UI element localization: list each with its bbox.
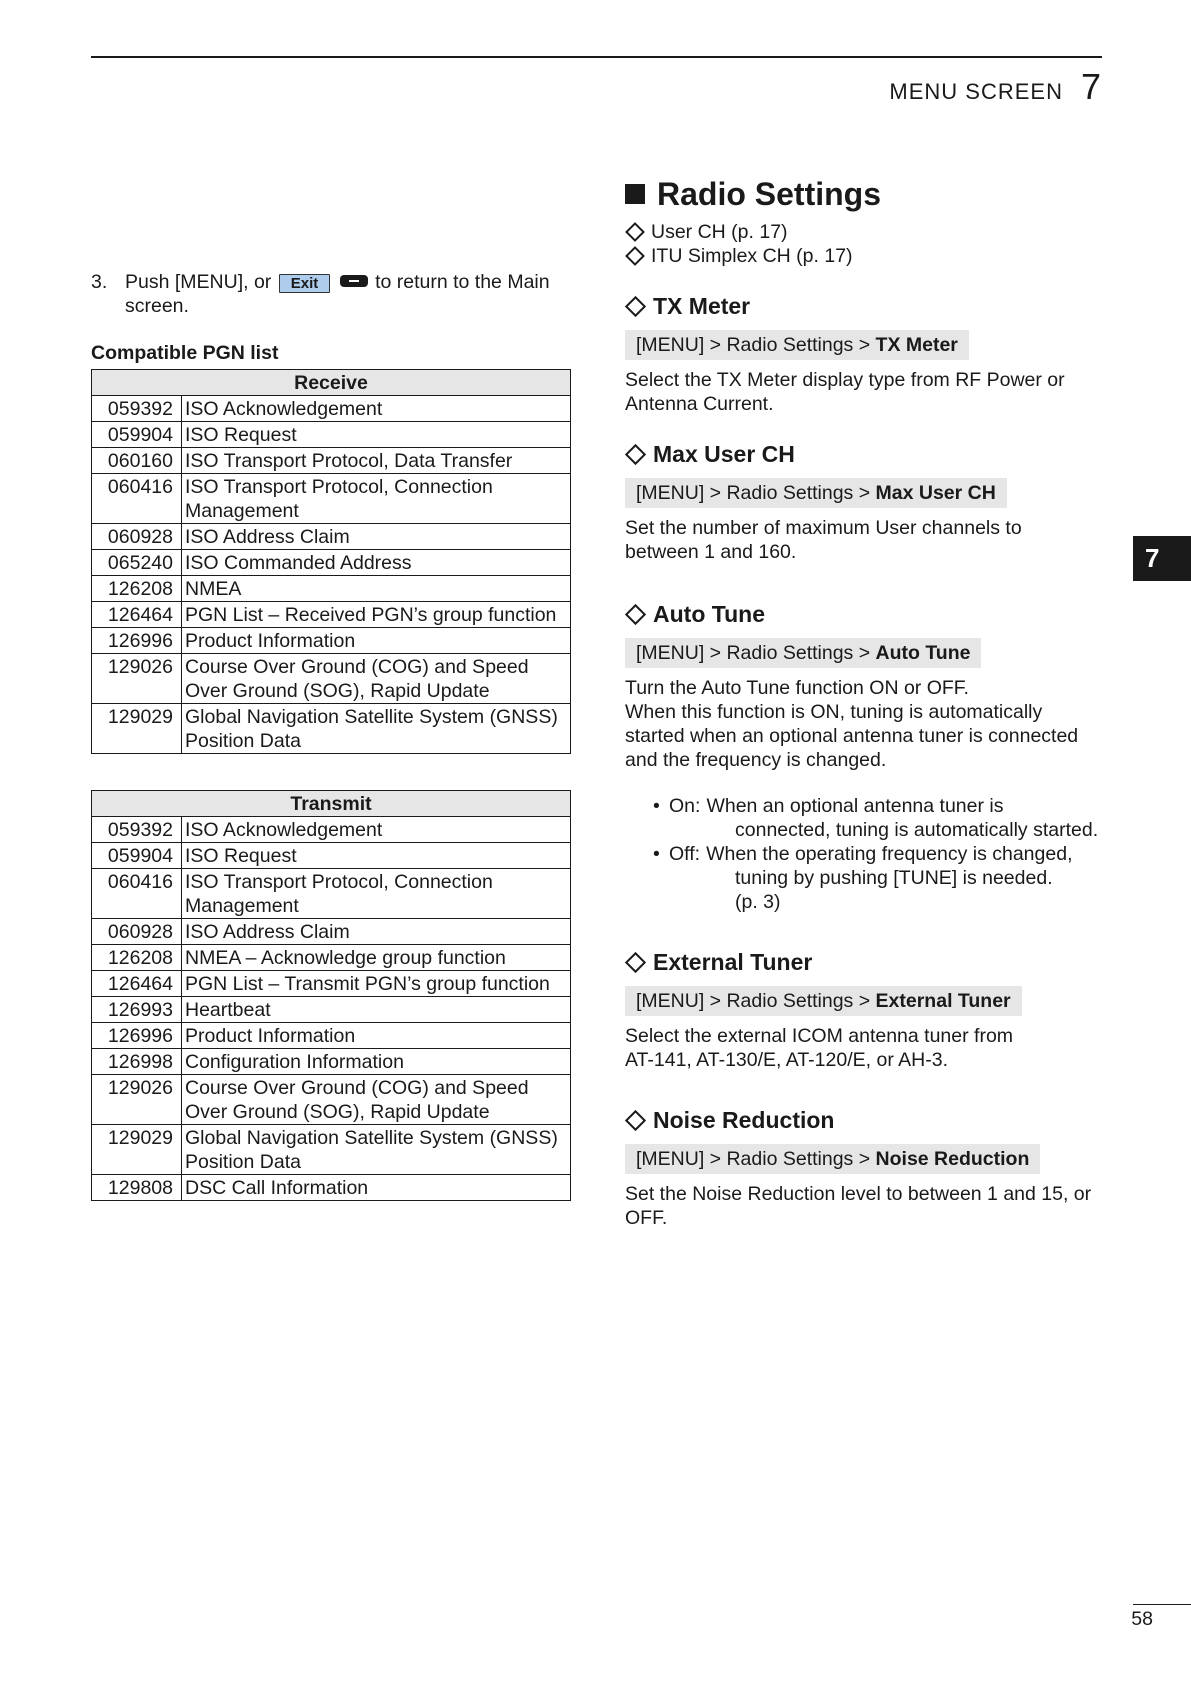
- pgn-description: Global Navigation Satellite System (GNSS) Position Data: [182, 1125, 571, 1175]
- pgn-code: 060160: [92, 448, 182, 474]
- table-row: [92, 1175, 571, 1201]
- pgn-description: ISO Transport Protocol, Connection Management: [182, 869, 571, 919]
- external-tuner-menu-path: [625, 986, 1022, 1016]
- chapter-side-tab: 7: [1133, 536, 1191, 581]
- pgn-code: 126208: [92, 945, 182, 971]
- noise-reduction-title: [625, 1108, 1105, 1132]
- path-prefix: [MENU] > Radio Settings >: [636, 1148, 876, 1170]
- pgn-code: 126998: [92, 1049, 182, 1075]
- pgn-description: ISO Address Claim: [182, 919, 571, 945]
- option-off-line1: When the operating frequency is changed,: [706, 843, 1073, 865]
- option-on-line2: connected, tuning is automatically started.: [735, 819, 1099, 841]
- auto-tune-title-text: Auto Tune: [653, 601, 765, 627]
- black-square-icon: [625, 184, 645, 204]
- pgn-description: Product Information: [182, 628, 571, 654]
- table-row: [92, 704, 571, 754]
- diamond-icon: [625, 443, 646, 464]
- pgn-code: 126996: [92, 1023, 182, 1049]
- auto-tune-description-1: Turn the Auto Tune function ON or OFF.: [625, 677, 969, 699]
- pgn-code: 129029: [92, 704, 182, 754]
- transmit-table-header: Transmit: [92, 791, 571, 817]
- link-user-ch: [625, 220, 1105, 244]
- table-row: [92, 422, 571, 448]
- path-item: Noise Reduction: [875, 1148, 1030, 1170]
- pgn-code: 126464: [92, 602, 182, 628]
- link-itu-simplex-ch: [625, 244, 1105, 268]
- pgn-code: 129808: [92, 1175, 182, 1201]
- path-prefix: [MENU] > Radio Settings >: [636, 482, 876, 504]
- option-off-line3: (p. 3): [735, 891, 781, 913]
- minus-key-icon: [340, 275, 368, 287]
- option-off-line2: tuning by pushing [TUNE] is needed.: [735, 867, 1053, 889]
- table-row: [92, 550, 571, 576]
- table-row: [92, 869, 571, 919]
- pgn-description: PGN List – Received PGN’s group function: [182, 602, 571, 628]
- table-row: [92, 576, 571, 602]
- max-user-ch-title: [625, 442, 1105, 466]
- bullet-icon: •: [653, 795, 660, 817]
- diamond-icon: [625, 246, 645, 266]
- table-row: [92, 971, 571, 997]
- table-row: [92, 945, 571, 971]
- pgn-code: 060928: [92, 919, 182, 945]
- top-rule: [91, 56, 1102, 58]
- max-user-ch-description: Set the number of maximum User channels to between 1 and 160.: [625, 517, 1022, 563]
- pgn-code: 059392: [92, 817, 182, 843]
- path-prefix: [MENU] > Radio Settings >: [636, 642, 876, 664]
- pgn-description: Heartbeat: [182, 997, 571, 1023]
- path-item: TX Meter: [875, 334, 958, 356]
- table-row: [92, 997, 571, 1023]
- path-item: Auto Tune: [875, 642, 971, 664]
- pgn-description: Global Navigation Satellite System (GNSS) Position Data: [182, 704, 571, 754]
- option-on-label: On:: [669, 795, 701, 817]
- receive-table: [91, 369, 571, 754]
- path-prefix: [MENU] > Radio Settings >: [636, 334, 876, 356]
- table-row: [92, 654, 571, 704]
- step-text-line2: screen.: [125, 295, 189, 317]
- running-header: [889, 66, 1101, 108]
- section-title-text: Radio Settings: [657, 176, 882, 212]
- link-itu-simplex-ch-text: ITU Simplex CH (p. 17): [651, 245, 853, 267]
- pgn-code: 059392: [92, 396, 182, 422]
- external-tuner-title-text: External Tuner: [653, 949, 813, 975]
- running-header-title: MENU SCREEN: [889, 79, 1063, 104]
- table-row: [92, 602, 571, 628]
- auto-tune-options: [653, 794, 1105, 914]
- receive-table-header: Receive: [92, 370, 571, 396]
- link-user-ch-text: User CH (p. 17): [651, 221, 788, 243]
- table-row: [92, 817, 571, 843]
- table-row: [92, 1049, 571, 1075]
- pgn-description: ISO Commanded Address: [182, 550, 571, 576]
- pgn-code: 059904: [92, 422, 182, 448]
- tx-meter-description: Select the TX Meter display type from RF Power or Antenna Current.: [625, 369, 1065, 415]
- pgn-code: 129026: [92, 654, 182, 704]
- option-off-label: Off:: [669, 843, 701, 865]
- pgn-code: 126996: [92, 628, 182, 654]
- running-header-chapter: 7: [1080, 66, 1101, 107]
- page-number: 58: [1131, 1608, 1153, 1630]
- auto-tune-menu-path: [625, 638, 981, 668]
- pgn-code: 129026: [92, 1075, 182, 1125]
- pgn-code: 129029: [92, 1125, 182, 1175]
- noise-reduction-description: Set the Noise Reduction level to between 1 and 15, or OFF.: [625, 1183, 1092, 1229]
- bullet-icon: •: [653, 843, 660, 865]
- step-text-before: Push [MENU], or: [125, 271, 272, 293]
- transmit-table: [91, 790, 571, 1201]
- pgn-code: 060416: [92, 869, 182, 919]
- diamond-icon: [625, 603, 646, 624]
- table-row: [92, 1023, 571, 1049]
- external-tuner-title: [625, 950, 1105, 974]
- table-row: [92, 448, 571, 474]
- tx-meter-menu-path: [625, 330, 969, 360]
- diamond-icon: [625, 951, 646, 972]
- pgn-code: 059904: [92, 843, 182, 869]
- section-title: [625, 176, 1105, 212]
- pgn-description: Configuration Information: [182, 1049, 571, 1075]
- path-prefix: [MENU] > Radio Settings >: [636, 990, 876, 1012]
- pgn-description: ISO Acknowledgement: [182, 817, 571, 843]
- pgn-code: 126464: [92, 971, 182, 997]
- max-user-ch-title-text: Max User CH: [653, 441, 795, 467]
- table-row: [92, 1075, 571, 1125]
- step-number: 3.: [91, 271, 108, 293]
- table-row: [92, 396, 571, 422]
- step-3: [91, 270, 571, 318]
- pgn-description: ISO Transport Protocol, Data Transfer: [182, 448, 571, 474]
- pgn-description: ISO Transport Protocol, Connection Management: [182, 474, 571, 524]
- auto-tune-title: [625, 602, 1105, 626]
- left-column: [91, 270, 571, 1201]
- pgn-code: 126993: [92, 997, 182, 1023]
- tx-meter-title-text: TX Meter: [653, 293, 751, 319]
- noise-reduction-title-text: Noise Reduction: [653, 1107, 835, 1133]
- option-on-line1: When an optional antenna tuner is: [706, 795, 1004, 817]
- pgn-description: NMEA – Acknowledge group function: [182, 945, 571, 971]
- pgn-description: Product Information: [182, 1023, 571, 1049]
- page-number-rule: [1133, 1604, 1191, 1605]
- option-off: [653, 842, 1105, 866]
- pgn-description: ISO Address Claim: [182, 524, 571, 550]
- noise-reduction-menu-path: [625, 1144, 1040, 1174]
- pgn-code: 060928: [92, 524, 182, 550]
- diamond-icon: [625, 222, 645, 242]
- table-row: [92, 628, 571, 654]
- pgn-description: Course Over Ground (COG) and Speed Over Ground (SOG), Rapid Update: [182, 1075, 571, 1125]
- pgn-description: DSC Call Information: [182, 1175, 571, 1201]
- option-on: [653, 794, 1105, 818]
- diamond-icon: [625, 295, 646, 316]
- pgn-code: 126208: [92, 576, 182, 602]
- step-text-after: to return to the Main: [375, 271, 550, 293]
- table-row: [92, 524, 571, 550]
- pgn-description: ISO Acknowledgement: [182, 396, 571, 422]
- path-item: Max User CH: [875, 482, 996, 504]
- path-item: External Tuner: [875, 990, 1011, 1012]
- table-row: [92, 474, 571, 524]
- pgn-description: ISO Request: [182, 843, 571, 869]
- exit-key: Exit: [279, 274, 331, 293]
- pgn-description: ISO Request: [182, 422, 571, 448]
- pgn-description: Course Over Ground (COG) and Speed Over Ground (SOG), Rapid Update: [182, 654, 571, 704]
- tx-meter-title: [625, 294, 1105, 318]
- pgn-code: 065240: [92, 550, 182, 576]
- pgn-description: NMEA: [182, 576, 571, 602]
- table-row: [92, 1125, 571, 1175]
- table-row: [92, 919, 571, 945]
- table-row: [92, 843, 571, 869]
- pgn-list-heading: Compatible PGN list: [91, 342, 279, 364]
- pgn-code: 060416: [92, 474, 182, 524]
- auto-tune-description-2: When this function is ON, tuning is automatically started when an optional antenna tuner is connected and the frequency is changed.: [625, 701, 1079, 771]
- external-tuner-description: Select the external ICOM antenna tuner from AT-141, AT-130/E, AT-120/E, or AH-3.: [625, 1025, 1014, 1071]
- max-user-ch-menu-path: [625, 478, 1007, 508]
- right-column: [625, 176, 1105, 1230]
- diamond-icon: [625, 1109, 646, 1130]
- pgn-description: PGN List – Transmit PGN’s group function: [182, 971, 571, 997]
